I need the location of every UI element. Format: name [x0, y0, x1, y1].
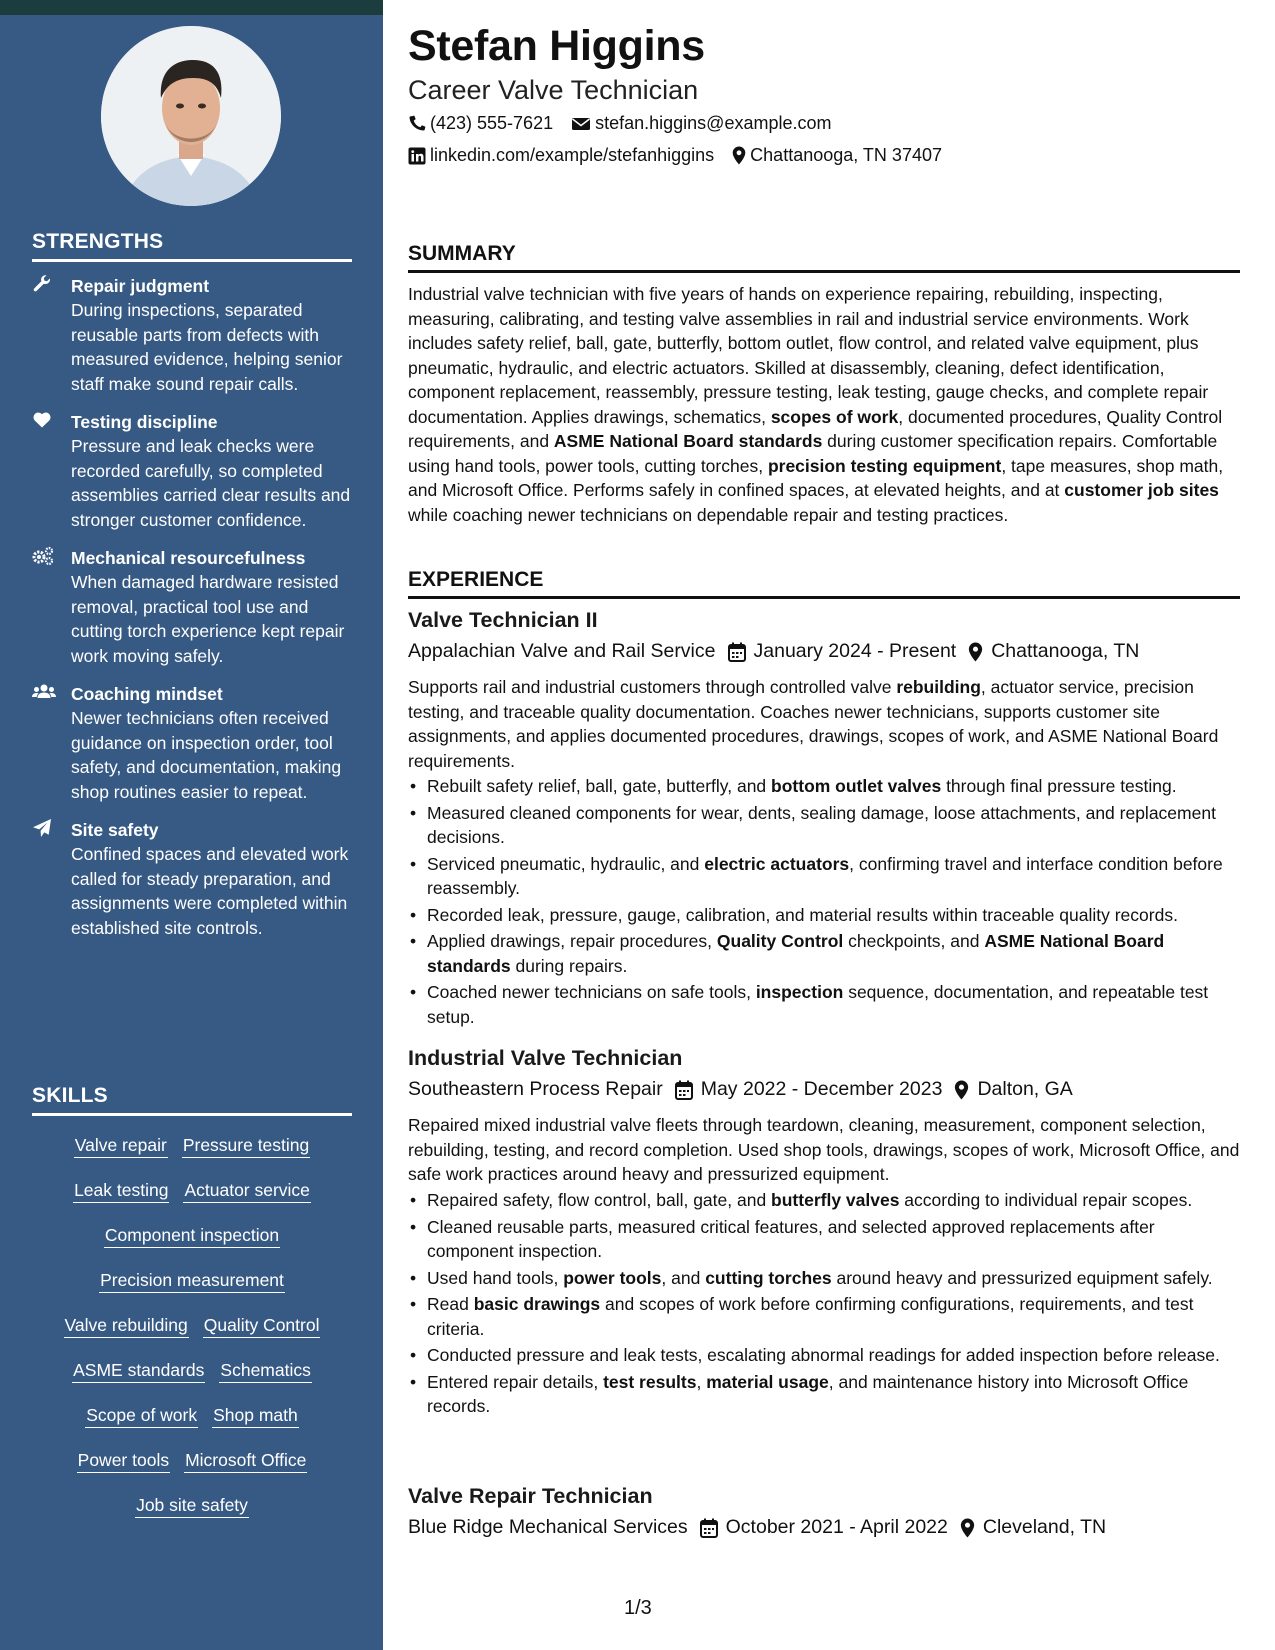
job-title: Industrial Valve Technician [408, 1046, 683, 1070]
bullet-item: • Applied drawings, repair procedures, Quality Control checkpoints, and ASME National Board standards during repairs. [408, 929, 1240, 978]
users-icon [32, 682, 54, 704]
contact-location [732, 145, 942, 166]
bullet-item: • Repaired safety, flow control, ball, gate, and butterfly valves according to individual repair scopes. [408, 1188, 1240, 1213]
candidate-name: Stefan Higgins [408, 22, 705, 70]
summary-text: Industrial valve technician with five years of hands on experience repairing, rebuilding, inspecting, measuring, calibrating, and testing valve assemblies in rail and industrial service environments. Work includes safety relief, ball, gate, butterfly, bottom outlet, flow control, and related valve equipment, plus pneumatic, hydraulic, and electric actuators. Skilled at disassembly, cleaning, defect identification, component replacement, reassembly, pressure testing, leak testing, gauge checks, and complete repair documentation. Applies drawings, schematics, scopes of work, documented procedures, Quality Control requirements, and ASME National Board standards during customer specification repairs. Comfortable using hand tools, power tools, cutting torches, precision testing equipment, tape measures, shop math, and Microsoft Office. Performs safely in confined spaces, at elevated heights, and at customer job sites while coaching newer technicians on dependable repair and testing practices. [408, 284, 1224, 525]
summary-heading: SUMMARY [408, 242, 1240, 273]
linkedin-icon [408, 147, 426, 165]
skill-tag: Actuator service [183, 1178, 310, 1203]
contact-row-1 [408, 113, 849, 134]
bullet-item: • Used hand tools, power tools, and cutting torches around heavy and pressurized equipment safely. [408, 1266, 1240, 1291]
experience-heading: EXPERIENCE [408, 568, 1240, 599]
map-pin-icon [732, 146, 746, 165]
job-dates [700, 1516, 948, 1539]
strength-title: Mechanical resourcefulness [71, 548, 306, 568]
job-meta [408, 640, 1151, 663]
job-location-text: Dalton, GA [977, 1078, 1073, 1100]
skill-tag: ASME standards [72, 1358, 205, 1383]
strength-item [32, 682, 352, 804]
skill-tag: Shop math [212, 1403, 299, 1428]
skill-tag: Quality Control [203, 1313, 321, 1338]
job-meta [408, 1078, 1085, 1101]
bullet-item: • Recorded leak, pressure, gauge, calibration, and material results within traceable quality records. [408, 903, 1240, 928]
bullet-item: • Coached newer technicians on safe tools, inspection sequence, documentation, and repeatable test setup. [408, 980, 1240, 1029]
job-dates-text: January 2024 - Present [753, 640, 957, 662]
avatar [101, 26, 281, 206]
strengths-heading: STRENGTHS [32, 230, 352, 262]
sidebar-top-bar [0, 0, 383, 15]
bullet-item: • Entered repair details, test results, material usage, and maintenance history into Microsoft Office records. [408, 1370, 1240, 1419]
job-company: Southeastern Process Repair [408, 1078, 663, 1100]
job-dates-text: October 2021 - April 2022 [725, 1516, 948, 1538]
map-pin-icon [968, 642, 983, 662]
strength-description: During inspections, separated reusable parts from defects with measured evidence, helping senior staff make sound repair calls. [71, 300, 343, 394]
skills-list [32, 1124, 352, 1529]
job-summary: Repaired mixed industrial valve fleets through teardown, cleaning, measurement, component selection, rebuilding, testing, and record completion. Used shop tools, drawings, scopes of work, Microsoft Office, and safe work practices around heavy and pressurized equipment. [408, 1115, 1240, 1184]
job-location-text: Cleveland, TN [982, 1516, 1107, 1538]
job-location [968, 640, 1139, 663]
bullet-item: • Measured cleaned components for wear, dents, sealing damage, loose attachments, and replacement decisions. [408, 801, 1240, 850]
sidebar [0, 0, 383, 1650]
strengths-section [32, 230, 352, 940]
strength-description: Pressure and leak checks were recorded carefully, so completed assemblies carried clear results and stronger customer confidence. [71, 436, 351, 530]
strength-title: Repair judgment [71, 276, 210, 296]
contact-email[interactable] [571, 113, 831, 134]
skill-tag: Microsoft Office [184, 1448, 307, 1473]
map-pin-icon [954, 1080, 969, 1100]
skill-tag: Precision measurement [99, 1268, 285, 1293]
candidate-headline: Career Valve Technician [408, 75, 699, 105]
bullet-item: • Cleaned reusable parts, measured critical features, and selected approved replacements after component inspection. [408, 1215, 1240, 1264]
strength-item [32, 546, 352, 668]
bullet-item: • Conducted pressure and leak tests, escalating abnormal readings for added inspection before release. [408, 1343, 1240, 1368]
gears-icon [32, 546, 54, 568]
job-bullets [408, 1188, 1240, 1421]
email-link[interactable]: stefan.higgins@example.com [595, 113, 832, 133]
skill-tag: Leak testing [73, 1178, 169, 1203]
strength-description: Confined spaces and elevated work called for steady preparation, and assignments were completed within established site controls. [71, 844, 349, 938]
job-dates [675, 1078, 943, 1101]
paper-plane-icon [32, 818, 54, 840]
contact-row-2 [408, 145, 960, 166]
phone-text: (423) 555-7621 [430, 113, 554, 133]
linkedin-link[interactable]: linkedin.com/example/stefanhiggins [430, 145, 715, 165]
contact-linkedin[interactable] [408, 145, 714, 166]
job-location [954, 1078, 1072, 1101]
job-title: Valve Technician II [408, 608, 598, 632]
wrench-icon [32, 274, 54, 296]
job-dates-text: May 2022 - December 2023 [700, 1078, 943, 1100]
job-location [960, 1516, 1106, 1539]
bullet-item: • Rebuilt safety relief, ball, gate, butterfly, and bottom outlet valves through final pressure testing. [408, 774, 1240, 799]
bullet-item: • Read basic drawings and scopes of work before confirming configurations, requirements, and test criteria. [408, 1292, 1240, 1341]
job-location-text: Chattanooga, TN [991, 640, 1140, 662]
skill-tag: Job site safety [135, 1493, 249, 1518]
envelope-icon [571, 116, 591, 132]
heart-icon [32, 410, 54, 432]
skill-tag: Scope of work [85, 1403, 198, 1428]
calendar-icon [675, 1080, 693, 1100]
skills-section [32, 1084, 352, 1529]
skill-tag: Power tools [77, 1448, 170, 1473]
job-bullets [408, 774, 1240, 1031]
skill-tag: Schematics [219, 1358, 311, 1383]
skill-tag: Valve rebuilding [64, 1313, 189, 1338]
strength-item [32, 818, 352, 940]
strength-title: Coaching mindset [71, 684, 223, 704]
phone-icon [408, 115, 426, 133]
skill-tag: Component inspection [104, 1223, 280, 1248]
strength-description: When damaged hardware resisted removal, practical tool use and cutting torch experience kept repair work moving safely. [71, 572, 345, 666]
job-dates [728, 640, 957, 663]
strength-title: Site safety [71, 820, 159, 840]
job-title: Valve Repair Technician [408, 1484, 653, 1508]
job-company: Blue Ridge Mechanical Services [408, 1516, 688, 1538]
map-pin-icon [960, 1518, 975, 1538]
location-text: Chattanooga, TN 37407 [750, 145, 942, 165]
calendar-icon [700, 1518, 718, 1538]
job-meta [408, 1516, 1118, 1539]
page-number: 1/3 [624, 1597, 652, 1619]
strength-item [32, 410, 352, 532]
skills-heading: SKILLS [32, 1084, 352, 1116]
strength-title: Testing discipline [71, 412, 218, 432]
contact-phone [408, 113, 553, 134]
strength-item [32, 274, 352, 396]
job-company: Appalachian Valve and Rail Service [408, 640, 716, 662]
strength-description: Newer technicians often received guidance on inspection order, tool safety, and documentation, making shop routines easier to repeat. [71, 708, 342, 802]
calendar-icon [728, 642, 746, 662]
job-summary: Supports rail and industrial customers through controlled valve rebuilding, actuator service, precision testing, and traceable quality documentation. Coaches newer technicians, supports customer site assignments, and applies documented procedures, drawings, scopes of work, and ASME National Board requirements. [408, 677, 1219, 771]
bullet-item: • Serviced pneumatic, hydraulic, and electric actuators, confirming travel and interface condition before reassembly. [408, 852, 1240, 901]
skill-tag: Pressure testing [182, 1133, 310, 1158]
avatar-portrait [101, 26, 281, 206]
skill-tag: Valve repair [74, 1133, 168, 1158]
